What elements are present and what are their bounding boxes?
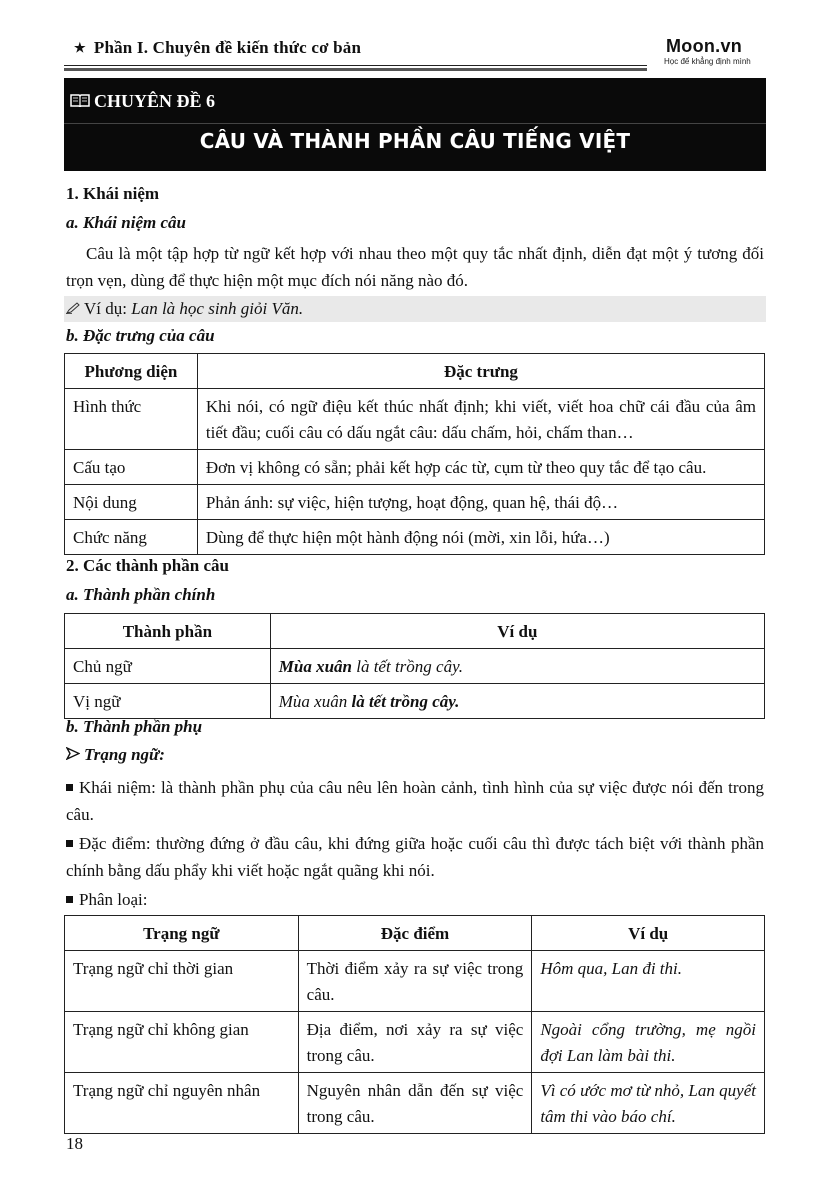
adverbial-types-table — [64, 915, 765, 1134]
highlight-subject: Mùa xuân — [278, 657, 352, 676]
subsection-1a-heading: a. Khái niệm câu — [66, 213, 186, 232]
bullet-item — [66, 830, 764, 884]
header-rule-thick — [64, 68, 647, 71]
table-cell: Địa điểm, nơi xảy ra sự việc trong câu. — [298, 1012, 532, 1073]
features-table — [64, 353, 765, 555]
logo: Moon.vn — [666, 36, 743, 56]
table-cell: Cấu tạo — [65, 450, 198, 485]
bullet-text: Đặc điểm: thường đứng ở đầu câu, khi đứng giữa hoặc cuối câu thì được tách biệt với thành phần chính bằng dấu phẩy khi viết hoặc ngắt quãng khi nói. — [66, 834, 764, 880]
table-cell: Trạng ngữ chỉ không gian — [65, 1012, 299, 1073]
table-cell: Vị ngữ — [65, 684, 271, 719]
example-text: Lan là học sinh giỏi Văn. — [131, 299, 304, 318]
table-header: Trạng ngữ — [65, 916, 299, 951]
table-header-row — [65, 614, 765, 649]
table-cell: Nguyên nhân dẫn đến sự việc trong câu. — [298, 1073, 532, 1134]
table-header: Thành phần — [65, 614, 271, 649]
header-rule — [64, 65, 647, 66]
table-row — [65, 684, 765, 719]
table-row — [65, 649, 765, 684]
table-header-row — [65, 916, 765, 951]
table-cell: Dùng để thực hiện một hành động nói (mời, xin lỗi, hứa…) — [197, 520, 764, 555]
table-cell: Trạng ngữ chỉ thời gian — [65, 951, 299, 1012]
table-cell: Phản ánh: sự việc, hiện tượng, hoạt động, quan hệ, thái độ… — [197, 485, 764, 520]
table-header-row — [65, 354, 765, 389]
main-components-table — [64, 613, 765, 719]
table-header: Đặc điểm — [298, 916, 532, 951]
subsection-2b-heading: b. Thành phần phụ — [66, 717, 203, 736]
pencil-icon — [66, 296, 80, 322]
bullet-icon — [66, 840, 73, 847]
adverbial-heading-text: Trạng ngữ: — [84, 745, 165, 764]
table-row — [65, 485, 765, 520]
table-cell: Thời điểm xảy ra sự việc trong câu. — [298, 951, 532, 1012]
example-label: Ví dụ: — [84, 299, 132, 318]
example-plain: Mùa xuân — [278, 692, 352, 711]
table-cell: Vì có ước mơ từ nhỏ, Lan quyết tâm thi vào báo chí. — [532, 1073, 765, 1134]
table-cell: Chủ ngữ — [65, 649, 271, 684]
table-row — [65, 389, 765, 450]
page-number: 18 — [66, 1134, 83, 1153]
highlight-predicate: là tết trồng cây. — [351, 692, 460, 711]
table-cell: Khi nói, có ngữ điệu kết thúc nhất định; khi viết, viết hoa chữ cái đầu của âm tiết đầu; cuối câu có dấu ngắt câu: dấu chấm, hỏi, chấm than… — [197, 389, 764, 450]
table-row — [65, 951, 765, 1012]
chapter-title: CÂU VÀ THÀNH PHẦN CÂU TIẾNG VIỆT — [199, 129, 631, 153]
example-box — [64, 296, 766, 322]
subsection-2a-heading: a. Thành phần chính — [66, 585, 216, 604]
banner-top — [64, 78, 766, 124]
logo-tagline: Học để khẳng định mình — [664, 57, 751, 66]
table-cell — [270, 684, 764, 719]
table-header: Đặc trưng — [197, 354, 764, 389]
table-cell: Hôm qua, Lan đi thi. — [532, 951, 765, 1012]
arrow-icon — [66, 745, 80, 765]
chapter-banner — [64, 78, 766, 171]
definition-paragraph: Câu là một tập hợp từ ngữ kết hợp với nhau theo một quy tắc nhất định, diễn đạt một ý tương đối trọn vẹn, dùng để thực hiện một mục đích nói năng nào đó. — [66, 244, 764, 290]
table-row — [65, 1073, 765, 1134]
bullet-icon — [66, 896, 73, 903]
table-row — [65, 520, 765, 555]
section-1-heading: 1. Khái niệm — [66, 184, 160, 203]
adverbial-heading — [66, 745, 165, 765]
table-header: Phương diện — [65, 354, 198, 389]
table-cell: Nội dung — [65, 485, 198, 520]
table-row — [65, 1012, 765, 1073]
bullet-text: Phân loại: — [79, 890, 148, 909]
running-header — [74, 38, 361, 58]
chapter-label: CHUYÊN ĐỀ 6 — [94, 91, 216, 111]
table-cell: Trạng ngữ chỉ nguyên nhân — [65, 1073, 299, 1134]
example-rest: là tết trồng cây. — [351, 657, 463, 676]
star-icon: ★ — [74, 40, 86, 55]
table-cell: Hình thức — [65, 389, 198, 450]
section-2-heading: 2. Các thành phần câu — [66, 556, 229, 575]
table-cell: Ngoài cổng trường, mẹ ngồi đợi Lan làm bài thi. — [532, 1012, 765, 1073]
book-icon — [70, 93, 90, 107]
subsection-1b-heading: b. Đặc trưng của câu — [66, 326, 215, 345]
bullet-icon — [66, 784, 73, 791]
table-cell — [270, 649, 764, 684]
bullet-item — [66, 774, 764, 828]
table-header: Ví dụ — [532, 916, 765, 951]
bullet-text: Khái niệm: là thành phần phụ của câu nêu lên hoàn cảnh, tình hình của sự việc được nói đến trong câu. — [66, 778, 764, 824]
table-cell: Chức năng — [65, 520, 198, 555]
section-title: Phần I. Chuyên đề kiến thức cơ bản — [93, 38, 362, 57]
bullet-item — [66, 886, 764, 913]
table-header: Ví dụ — [270, 614, 764, 649]
table-cell: Đơn vị không có sẵn; phải kết hợp các từ, cụm từ theo quy tắc để tạo câu. — [197, 450, 764, 485]
table-row — [65, 450, 765, 485]
